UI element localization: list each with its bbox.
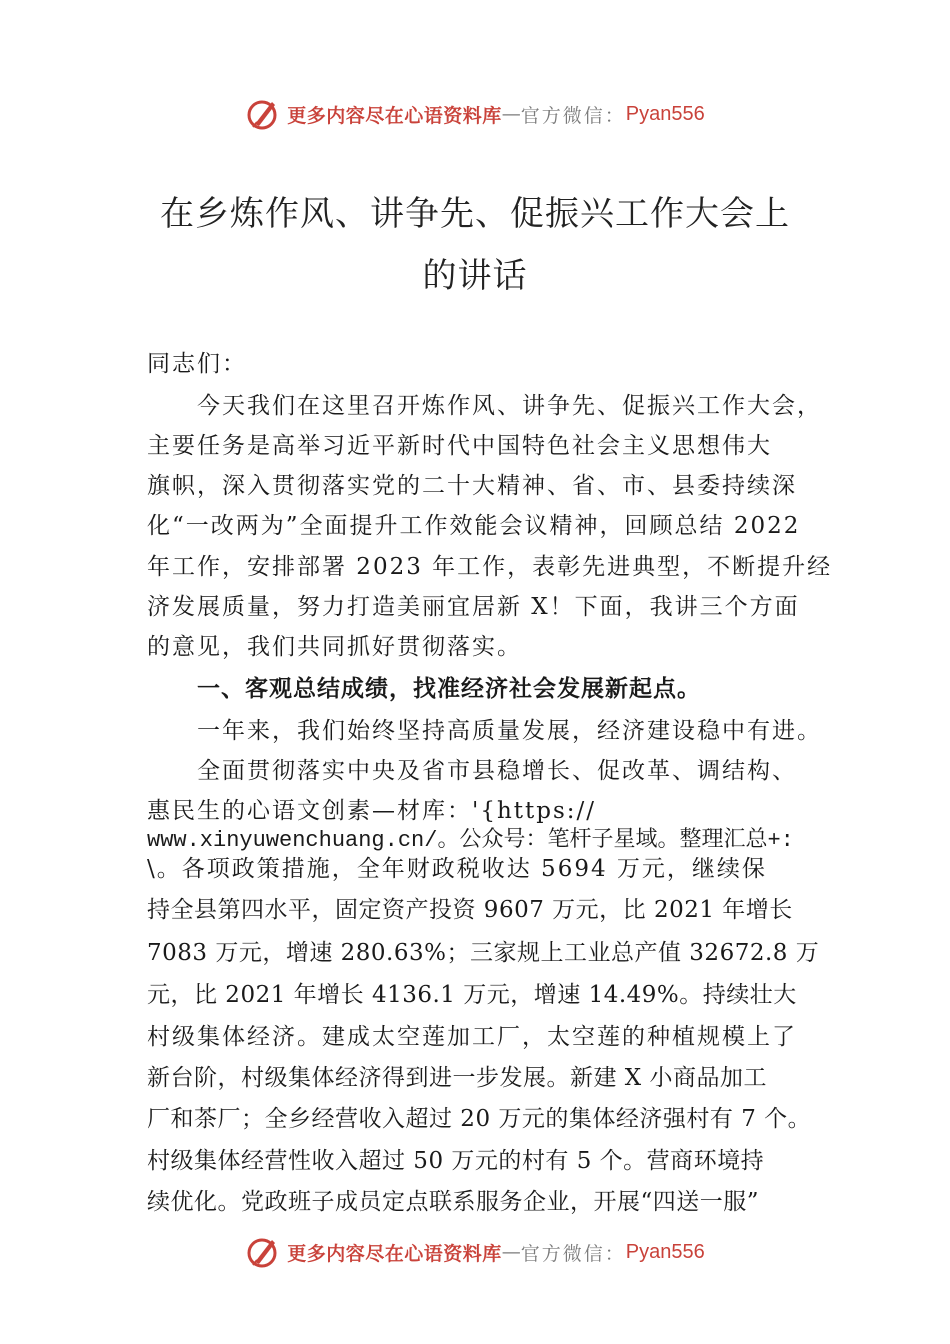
wechat-label: 官方微信： [520,1242,626,1265]
paragraph-line: 元，比 2021 年增长 4136.1 万元，增速 14.49%。持续壮大 [147,982,797,1008]
banner-dash: — [501,1241,521,1263]
paragraph-line: 惠民生的心语文创素—材库：'{https:// [147,798,597,824]
paragraph-line: 旗帜，深入贯彻落实党的二十大精神、省、市、县委持续深 [147,473,797,499]
paragraph-line: 村级集体经营性收入超过 50 万元的村有 5 个。营商环境持 [147,1148,765,1174]
salutation: 同志们： [147,351,247,377]
wechat-label: 官方微信： [520,104,626,127]
section-heading: 一、客观总结成绩，找准经济社会发展新起点。 [197,676,701,702]
paragraph-line: 持全县第四水平，固定资产投资 9607 万元，比 2021 年增长 [147,897,793,923]
quill-logo-icon [245,1234,281,1270]
paragraph-line: 全面贯彻落实中央及省市县稳增长、促改革、调结构、 [197,758,797,784]
footer-banner [0,1230,950,1274]
paragraph-line: 厂和茶厂；全乡经营收入超过 20 万元的集体经济强村有 7 个。 [147,1106,812,1132]
paragraph-line: 化“一改两为”全面提升工作效能会议精神，回顾总结 2022 [147,513,801,539]
paragraph-line: 村级集体经济。建成太空莲加工厂，太空莲的种植规模上了 [147,1024,797,1050]
header-banner [0,92,950,136]
quill-logo-icon [245,96,281,132]
paragraph-line: 一年来，我们始终坚持高质量发展，经济建设稳中有进。 [197,718,822,744]
paragraph-line: \。各项政策措施，全年财政税收达 5694 万元，继续保 [147,856,767,882]
document-title-line-2: 的讲话 [422,256,528,296]
paragraph-line: 主要任务是高举习近平新时代中国特色社会主义思想伟大 [147,433,772,459]
library-name: 更多内容尽在心语资料库 [287,1242,502,1265]
paragraph-line: 续优化。党政班子成员定点联系服务企业，开展“四送一服” [147,1189,760,1215]
paragraph-line: 的意见，我们共同抓好贯彻落实。 [147,634,522,660]
library-name: 更多内容尽在心语资料库 [287,104,502,127]
paragraph-line: 新台阶，村级集体经济得到进一步发展。新建 X 小商品加工 [147,1065,767,1091]
paragraph-line: 7083 万元，增速 280.63%；三家规上工业总产值 32672.8 万 [147,940,820,966]
wechat-id: Pyan556 [625,1240,705,1263]
paragraph-line: www.xinyuwenchuang.cn/。公众号：笔杆子星域。整理汇总+: [147,828,794,853]
paragraph-line: 年工作，安排部署 2023 年工作，表彰先进典型，不断提升经 [147,554,833,580]
paragraph-line: 今天我们在这里召开炼作风、讲争先、促振兴工作大会， [197,393,822,419]
banner-dash: — [501,103,521,125]
paragraph-line: 济发展质量，努力打造美丽宜居新 X！下面，我讲三个方面 [147,594,800,620]
document-title-line-1: 在乡炼作风、讲争先、促振兴工作大会上 [160,194,790,234]
wechat-id: Pyan556 [625,102,705,125]
